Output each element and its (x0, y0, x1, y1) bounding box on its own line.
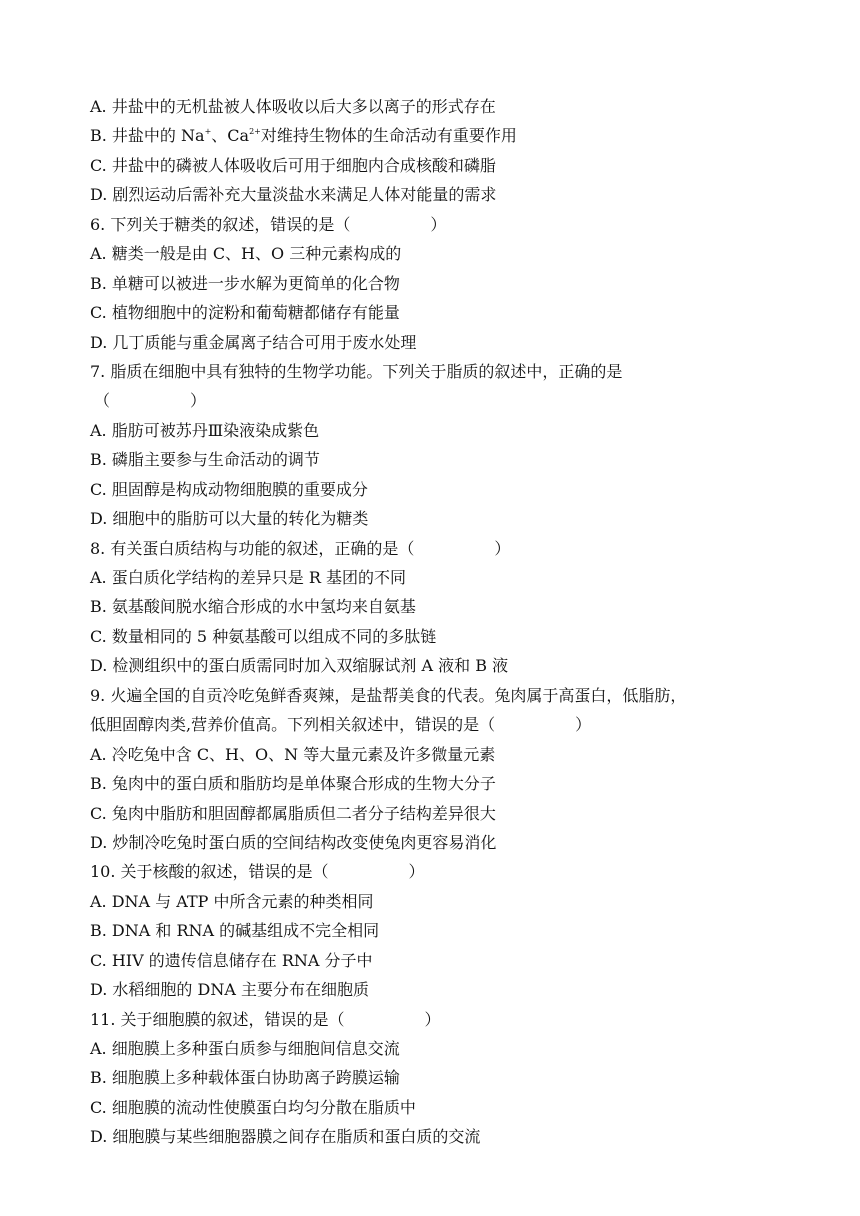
q6-option-b: B. 单糖可以被进一步水解为更简单的化合物 (90, 273, 400, 293)
q9-stem-continued: 低胆固醇肉类,营养价值高。下列相关叙述中，错误的是（ ） (90, 715, 592, 735)
q11-option-c: C. 细胞膜的流动性使膜蛋白均匀分散在脂质中 (90, 1097, 416, 1117)
q5-option-b (90, 121, 790, 150)
q5-option-b-mid: 、Ca (211, 126, 250, 146)
q7-option-a: A. 脂肪可被苏丹Ⅲ染液染成紫色 (90, 420, 320, 440)
q9-option-c: C. 兔肉中脂肪和胆固醇都属脂质但二者分子结构差异很大 (90, 803, 496, 823)
q9-option-d: D. 炒制冷吃兔时蛋白质的空间结构改变使兔肉更容易消化 (90, 832, 497, 852)
q11-option-a: A. 细胞膜上多种蛋白质参与细胞间信息交流 (90, 1039, 400, 1058)
q11-option-b: B. 细胞膜上多种载体蛋白协助离子跨膜运输 (90, 1068, 400, 1088)
q9-stem: 9. 火遍全国的自贡冷吃兔鲜香爽辣，是盐帮美食的代表。兔肉属于高蛋白，低脂肪， (90, 685, 687, 705)
q10-option-a: A. DNA 与 ATP 中所含元素的种类相同 (90, 891, 374, 911)
q5-option-d: D. 剧烈运动后需补充大量淡盐水来满足人体对能量的需求 (90, 185, 497, 205)
q7-option-d: D. 细胞中的脂肪可以大量的转化为糖类 (90, 509, 369, 529)
q6-option-a: A. 糖类一般是由 C、H、O 三种元素构成的 (90, 244, 402, 264)
q8-option-a: A. 蛋白质化学结构的差异只是 R 基团的不同 (90, 568, 406, 587)
exam-page (90, 92, 790, 1152)
q11-option-d: D. 细胞膜与某些细胞器膜之间存在脂质和蛋白质的交流 (90, 1127, 481, 1147)
q7-option-b: B. 磷脂主要参与生命活动的调节 (90, 450, 320, 470)
q8-option-d: D. 检测组织中的蛋白质需同时加入双缩脲试剂 A 液和 B 液 (90, 656, 509, 676)
q7-stem-continued: （ ） (94, 391, 207, 411)
q9-option-a: A. 冷吃兔中含 C、H、O、N 等大量元素及许多微量元素 (90, 744, 496, 764)
calcium-charge: 2+ (249, 127, 261, 137)
q11-stem: 11. 关于细胞膜的叙述，错误的是（ ） (90, 1009, 441, 1029)
q7-option-c: C. 胆固醇是构成动物细胞膜的重要成分 (90, 479, 368, 499)
q5-option-b-suffix: 对维持生物体的生命活动有重要作用 (260, 126, 517, 146)
q10-stem: 10. 关于核酸的叙述，错误的是（ ） (90, 862, 425, 882)
q10-option-d: D. 水稻细胞的 DNA 主要分布在细胞质 (90, 980, 369, 1000)
q6-stem: 6. 下列关于糖类的叙述，错误的是（ ） (90, 214, 447, 234)
q7-stem: 7. 脂质在细胞中具有独特的生物学功能。下列关于脂质的叙述中，正确的是 (90, 361, 623, 381)
sodium-charge: + (204, 127, 212, 137)
q6-option-d: D. 几丁质能与重金属离子结合可用于废水处理 (90, 332, 417, 352)
q5-option-b-prefix: B. 井盐中的 Na (90, 126, 205, 146)
q6-option-c: C. 植物细胞中的淀粉和葡萄糖都储存有能量 (90, 303, 400, 323)
q8-option-c: C. 数量相同的 5 种氨基酸可以组成不同的多肽链 (90, 626, 437, 646)
q10-option-c: C. HIV 的遗传信息储存在 RNA 分子中 (90, 950, 373, 970)
q10-option-b: B. DNA 和 RNA 的碱基组成不完全相同 (90, 921, 380, 941)
q8-stem: 8. 有关蛋白质结构与功能的叙述，正确的是（ ） (90, 538, 511, 558)
q8-option-b: B. 氨基酸间脱水缩合形成的水中氢均来自氨基 (90, 597, 416, 617)
q5-option-a: A. 井盐中的无机盐被人体吸收以后大多以离子的形式存在 (90, 97, 496, 116)
q9-option-b: B. 兔肉中的蛋白质和脂肪均是单体聚合形成的生物大分子 (90, 774, 496, 794)
q5-option-c: C. 井盐中的磷被人体吸收后可用于细胞内合成核酸和磷脂 (90, 155, 496, 175)
